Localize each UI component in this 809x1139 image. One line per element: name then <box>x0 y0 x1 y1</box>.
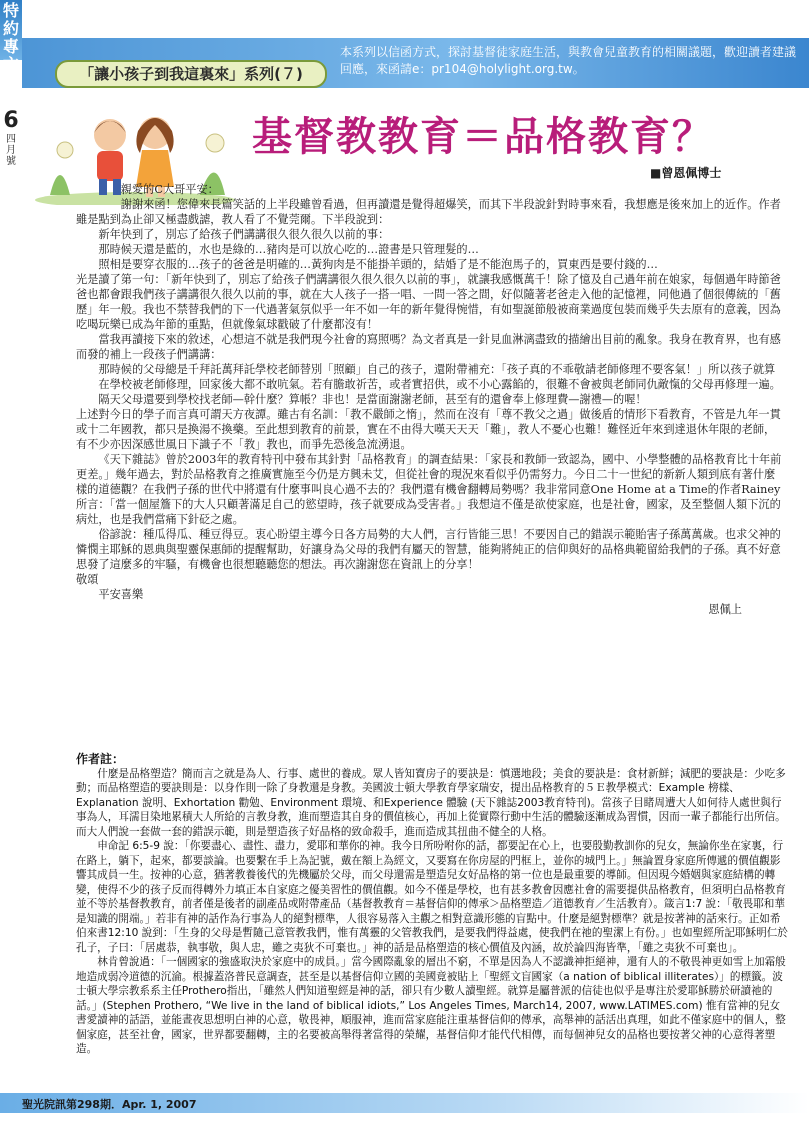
article-title: 基督教教育＝品格教育？ <box>252 113 714 160</box>
footer-issue: 聖光院訊第298期．Apr. 1, 2007 <box>22 1098 197 1111</box>
article-author: ■曾恩佩博士 <box>650 166 722 180</box>
closing-wish: 平安喜樂 <box>98 588 144 601</box>
letter-body <box>76 182 782 617</box>
notes-paragraph: 林肯曾說過：「一個國家的強盛取決於家庭中的成員。」當今國際亂象的層出不窮，不單是因為人不認識神拒絕神，還有人的不敬畏神更如雪上加霜般地造成弱冷道德的沉淪。根據蓋洛普民意調查，甚至是以基督信仰立國的美國竟被貼上「聖經文盲國家（a nation of biblical illiterates）」的標籤。波士頓大學宗教系系主任Prothero指出，「雖然人們知道聖經是神的話，卻只有少數人讀聖經。就算是屬普派的信徒也似乎是專注於愛耶穌勝於研讀祂的話。」(Stephen Prothero, “We live in the land of biblical idiots,” Los Angeles Times, March14, 2007, www.LATIMES.com) 惟有當神的兒女書愛讀神的話語，並能晝夜思想明白神的心意，敬畏神，順服神，進而當家庭能注重基督信仰的傳承，高舉神的話活出真理，如此不僅家庭中的個人，整個家庭，甚至社會，國家，世界都要翻轉，主的名要被高舉得著當得的榮耀，基督信仰才能代代相傳，而每個神兒女的品格也要按著父神的心意得著塑造。 <box>76 956 786 1055</box>
series-title: 「讓小孩子到我這裏來」系列(７) <box>55 60 327 88</box>
left-sidebar-strip <box>0 0 22 1139</box>
sidebar-color-band <box>0 0 22 74</box>
letter-paragraph: 《天下雜誌》曾於2003年的教育特刊中發布其針對「品格教育」的調查結果：「家長和教師一致認為，國中、小學整體的品格教育比十年前更差。」幾年過去，對於品格教育之推廣實施至今仍是方興未艾，但從社會的現況來看似乎仍需努力。今日二十一世紀的新新人類到底有著什麼樣的道德觀？在我們子孫的世代中將還有什麼事叫良心過不去的？我們還有機會翻轉局勢嗎？我非常同意One Home at a Time的作者Rainey所言：「當一個屋簷下的大人只顧著滿足自己的慾望時，孩子就要成為受害者。」我想這不僅是欲使家庭，也是社會，國家，及至整個人類下沉的病灶，也是我們當痛下針砭之處。 <box>76 453 782 526</box>
signature: 恩佩上 <box>708 603 742 616</box>
page-number: 6 <box>3 108 19 133</box>
teacher-quote: 那時候的父母總是千拜託萬拜託學校老師替別「照顧」自己的孩子，還附帶補充：「孩子真的不乖敬請老師修理不要客氣！」所以孩子就算在學校被老師修理，回家後大都不敢吭氣。若有膽敢祈苦，或者實招供，或不小心露餡的，很難不會被與老師同仇敵愾的父母再修理一遍。隔天父母還要到學校找老師—幹什麼？算帳？非也！是當面謝謝老師，甚至有的還會奉上修理費—謝禮—的喔！ <box>98 363 781 406</box>
joke-quote-line: 新年快到了，別忘了給孩子們講講很久很久很久以前的事： <box>98 228 390 241</box>
letter-paragraph: 俗諺說：種瓜得瓜、種豆得豆。衷心盼望主導今日各方局勢的大人們，言行皆能三思！不要因自己的錯誤示範貽害子孫萬萬歲。也求父神的憐憫主耶穌的恩典與聖靈保惠師的提醒幫助，好讓身為父母的我們有屬天的智慧，能夠將純正的信仰與好的品格典範留給我們的子孫。真不好意思發了這麼多的牢騷，有機會也很想聽聽您的想法。再次謝謝您在資訊上的分享！ <box>76 528 781 571</box>
letter-paragraph: 上述對今日的學子而言真可謂天方夜譚。雖古有名訓：「教不嚴師之惰」，然而在沒有「尊不教父之過」做後盾的情形下看教育，不管是九年一貫或十二年國教，都只是換湯不換藥。至此想到教育的前景，實在不由得大嘆天天天「難」，教人不憂心也難！難怪近年來到達退休年限的老師，有不少亦因深感世風日下識子不「教」教也，而爭先恐後急流湧退。 <box>76 408 781 451</box>
notes-label: 作者註： <box>76 752 125 766</box>
letter-paragraph: 光是讀了第一句：「新年快到了，別忘了給孩子們講講很久很久很久以前的事」，就讓我感慨萬千！除了憶及自己過年前在娘家，每個過年時節爸爸也都會跟我們孩子講講很久很久以前的事，就在大人孩子一搭一唱、一問一答之間，好似隨著老爸走入他的記憶裡，同他過了個很傳統的「舊歷」年一般。我也不禁替我們的下一代過著氣氛似乎一年不如一年的新年覺得惋惜，有如聖誕節般被商業過度包裝而幾乎失去原有的意義，因為吃喝玩樂已成為年節的重點，但就像氣球戳破了什麼都沒有！ <box>76 273 781 331</box>
salutation: 親愛的C大哥平安： <box>120 183 219 196</box>
closing: 敬頌 <box>76 573 99 586</box>
author-notes <box>76 752 788 1057</box>
section-label: 特約專文 <box>2 1 19 74</box>
joke-quote-line: 照相是要穿衣服的…孩子的爸爸是明確的…黃狗肉是不能掛羊頭的，結婚了是不能泡馬子的，買東西是要付錢的… <box>98 258 658 271</box>
letter-paragraph: 當我再讀接下來的敘述，心想這不就是我們現今社會的寫照嗎？為文者真是一針見血淋漓盡致的描繪出目前的亂象。我身在教育界，也有感而發的補上一段孩子們講講： <box>76 333 781 361</box>
notes-paragraph: 申命記 6:5-9 說：「你要盡心、盡性、盡力，愛耶和華你的神。我今日所吩咐你的話，都要記在心上，也要殷勤教訓你的兒女，無論你坐在家裏，行在路上，躺下，起來，都要談論。也要繫在手上為記號，戴在額上為經文，又要寫在你房屋的門框上，並你的城門上。」無論置身家庭所傳遞的價值觀影響其成員一生。按神的心意，猶著教養後代的先機屬於父母，而父母還需是塑造兒女好品格的第一位也是最重要的導師。但因現今婚姻與家庭結構的轉變，使得不少的孩子反而得轉外力填正本自家庭之優美習性的價值觀。如今不僅是學校，也有甚多教會因應社會的需要提供品格教育，但須明白品格教育並不等於基督教教育，前者僅是後者的副產品或附帶產品（基督教教育＝基督信仰的傳承＞品格塑造／道德教育／生活教育）。箴言1:7 說：「敬畏耶和華是知識的開端。」若非有神的話作為行事為人的絕對標準，人很容易落入主觀之相對意識形態的盲點中。什麼是絕對標準？就是按著神的話來行。正如希伯來書12:10 說到：「生身的父母是暫隨己意管教我們，惟有萬靈的父管教我們，是要我們得益處，使我們在祂的聖潔上有份。」也如聖經所記耶穌明仁於孔子，子曰：「居處恭，執事敬，與人忠，雖之夷狄不可棄也。」神的話是品格塑造的核心價值及內涵，故於論四海皆準，「雖之夷狄不可棄也」。 <box>76 840 788 954</box>
issue-month: 四月號 <box>6 134 16 167</box>
joke-quote-line: 那時候天還是藍的，水也是綠的…豬肉是可以放心吃的…證書是只管理髮的… <box>98 243 479 256</box>
series-description: 本系列以信函方式，探討基督徒家庭生活，與教會兒童教育的相關議題，歡迎讀者建議回應，來函請e：pr104@holylight.org.tw。 <box>340 45 797 76</box>
notes-paragraph: 什麼是品格塑造？簡而言之就是為人、行事、處世的養成。眾人皆知寶房子的要訣是：慎選地段；美食的要訣是：食材新鮮；減肥的要訣是：少吃多動；而品格塑造的要訣則是：以身作則一除了身教還是身教。美國波士頓大學教育學家瑞安，提出品格教育的５Ｅ教學模式：Example 榜樣、Explanation 說明、Exhortation 勸勉、Environment 環境、和Experience 體驗 (天下雜誌2003教育特刊)。當孩子目睹周遭大人如何待人處世與行事為人，耳濡目染地累積大人所給的言教身教，進而塑造其自身的價值核心，再加上從實際行動中生活的體驗逐漸成為習慣，因而一輩子都能行出所信。而大人們說一套做一套的錯誤示範，則是塑造孩子好品格的致命殺手，進而造成其扭曲不健全的人格。 <box>76 767 786 838</box>
letter-paragraph: 謝謝來函！您偉來長篇笑話的上半段雖曾看過，但再讀還是覺得超爆笑，而其下半段說針對時事來看，我想應是後來加上的近作。作者雖是點到為止卻又極盡戲謔，教人看了不覺莞爾。下半段說到： <box>76 198 781 226</box>
